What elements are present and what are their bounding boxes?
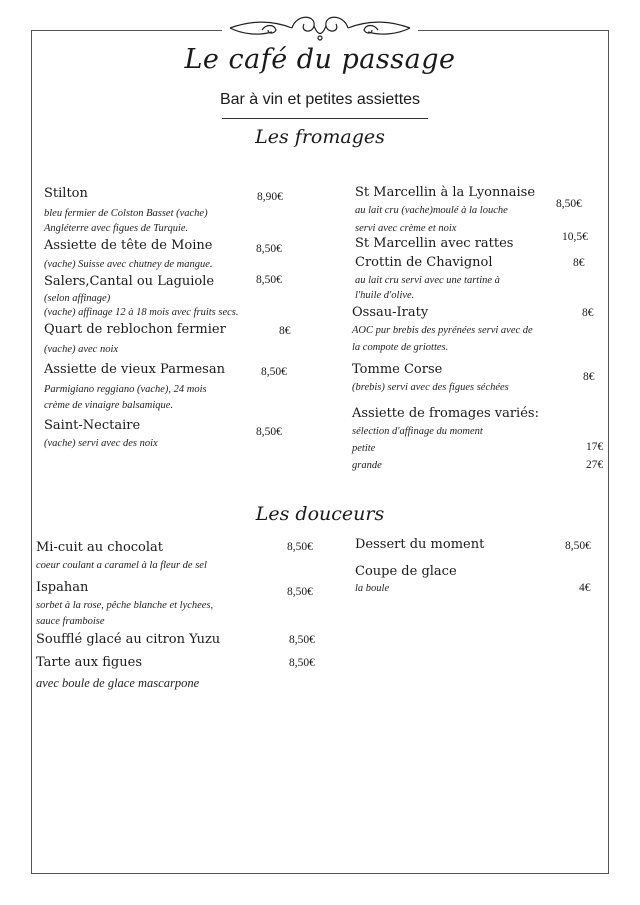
menu-item-desc: la compote de griottes. (352, 342, 449, 353)
menu-item-name: Ispahan (36, 580, 89, 595)
menu-item-desc: (selon affinage) (44, 293, 111, 304)
menu-item-name: Tarte aux figues (36, 655, 142, 670)
menu-item-desc: crème de vinaigre balsamique. (44, 400, 174, 411)
menu-item-desc: Parmigiano reggiano (vache), 24 mois (44, 384, 207, 395)
menu-item-desc: au lait cru servi avec une tartine à (355, 275, 500, 286)
menu-item-name: Ossau-Iraty (352, 305, 429, 320)
menu-item-price: 8€ (583, 371, 595, 383)
menu-subtitle: Bar à vin et petites assiettes (219, 91, 421, 108)
menu-item-desc: AOC pur brebis des pyrénées servi avec de (352, 325, 533, 336)
menu-item-price: 8,50€ (289, 657, 315, 669)
menu-item-name: Dessert du moment (355, 537, 485, 552)
size-label: grande (352, 460, 382, 471)
menu-item-name: Quart de reblochon fermier (44, 322, 226, 337)
menu-item-desc: (vache) Suisse avec chutney de mangue. (44, 259, 213, 270)
menu-item-desc: l'huile d'olive. (355, 290, 415, 301)
menu-item-price: 10,5€ (562, 231, 588, 243)
menu-item-name: Coupe de glace (355, 564, 457, 579)
menu-item-price: 8,50€ (256, 426, 282, 438)
menu-item-desc: (brebis) servi avec des figues séchées (352, 382, 509, 393)
menu-item-name: St Marcellin avec rattes (355, 236, 514, 251)
menu-item-name: Tomme Corse (352, 362, 443, 377)
menu-item-price: 8,90€ (257, 191, 283, 203)
menu-item-desc: sauce framboise (36, 616, 105, 627)
menu-item-name: Crottin de Chavignol (355, 255, 493, 270)
menu-item-price: 8,50€ (289, 634, 315, 646)
menu-title: Le café du passage (184, 44, 456, 75)
menu-item-price: 8,50€ (565, 540, 591, 552)
size-price: 17€ (586, 441, 604, 453)
menu-item-price: 8€ (573, 257, 585, 269)
menu-item-desc: avec boule de glace mascarpone (36, 676, 200, 690)
size-price: 27€ (586, 459, 604, 471)
menu-item-desc: coeur coulant a caramel à la fleur de sel (36, 560, 207, 571)
menu-item-name: Stilton (44, 186, 88, 201)
flourish-ornament (222, 10, 418, 46)
menu-item-desc: bleu fermier de Colston Basset (vache) (44, 208, 208, 219)
menu-item-price: 4€ (579, 582, 591, 594)
menu-item-name: Saint-Nectaire (44, 418, 141, 433)
menu-item-desc: Angléterre avec figues de Turquie. (44, 223, 189, 234)
menu-item-desc: servi avec crème et noix (355, 223, 457, 234)
menu-border (31, 30, 609, 874)
menu-item-name: Salers,Cantal ou Laguiole (44, 274, 215, 289)
menu-item-desc: sélection d'affinage du moment (352, 426, 483, 437)
menu-item-desc: (vache) affinage 12 à 18 mois avec fruits secs. (44, 307, 239, 318)
menu-item-price: 8,50€ (256, 274, 282, 286)
menu-item-price: 8,50€ (261, 366, 287, 378)
menu-item-desc: (vache) servi avec des noix (44, 438, 158, 449)
menu-item-name: Assiette de tête de Moine (44, 238, 213, 253)
menu-item-price: 8,50€ (287, 586, 313, 598)
menu-item-price: 8€ (582, 307, 594, 319)
menu-item-name: Mi-cuit au chocolat (36, 540, 164, 555)
size-label: petite (352, 443, 376, 454)
section-heading-fromages: Les fromages (255, 126, 385, 148)
menu-item-desc: au lait cru (vache)moulé à la louche (355, 205, 508, 216)
menu-item-price: 8,50€ (556, 198, 582, 210)
menu-item-name: Soufflé glacé au citron Yuzu (36, 632, 221, 647)
menu-item-desc: sorbet à la rose, pêche blanche et lychees, (36, 600, 214, 611)
menu-item-name: St Marcellin à la Lyonnaise (355, 185, 536, 200)
menu-item-desc: (vache) avec noix (44, 344, 119, 355)
menu-item-price: 8,50€ (287, 541, 313, 553)
section-heading-douceurs: Les douceurs (255, 503, 385, 525)
menu-item-price: 8,50€ (256, 243, 282, 255)
menu-item-name: Assiette de fromages variés: (352, 406, 539, 421)
menu-item-name: Assiette de vieux Parmesan (44, 362, 225, 377)
menu-item-desc: la boule (355, 583, 390, 594)
menu-item-price: 8€ (279, 325, 291, 337)
title-divider (222, 118, 428, 119)
